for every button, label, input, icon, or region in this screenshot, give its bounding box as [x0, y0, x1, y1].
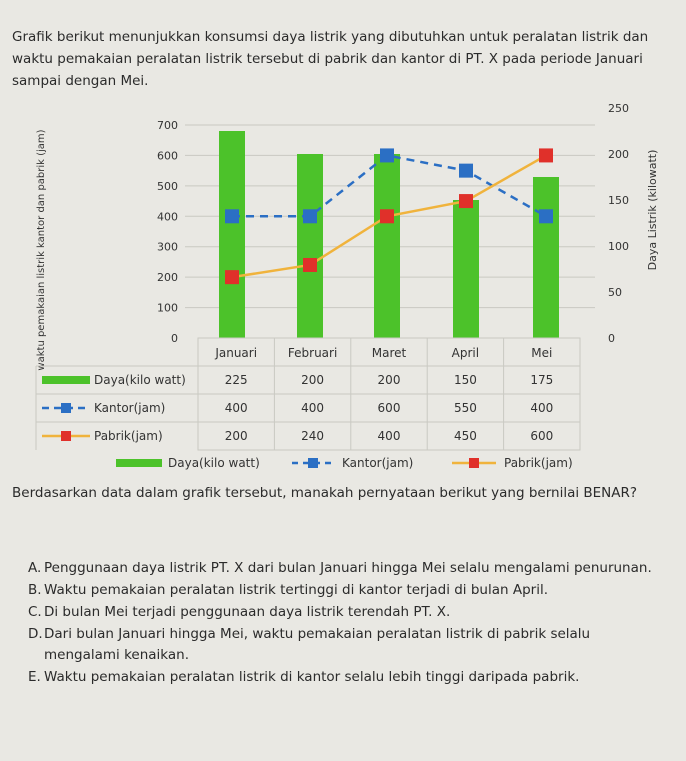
- table-series-label: Daya(kilo watt): [94, 373, 186, 387]
- option-text: Dari bulan Januari hingga Mei, waktu pemakaian peralatan listrik di pabrik selalu mengalami kenaikan.: [44, 626, 591, 663]
- legend-swatch-daya: [116, 459, 162, 467]
- left-tick-label: 300: [157, 240, 178, 254]
- option-letter: D.: [28, 626, 43, 642]
- right-tick-label: 100: [608, 240, 629, 253]
- point-pabrik: [380, 209, 394, 223]
- legend-marker-pabrik: [61, 431, 71, 441]
- legend-marker-kantor: [308, 458, 318, 468]
- point-pabrik: [225, 270, 239, 284]
- option-text: Penggunaan daya listrik PT. X dari bulan Januari hingga Mei selalu mengalami penurunan.: [44, 560, 652, 576]
- question-text: Berdasarkan data dalam grafik tersebut, manakah pernyataan berikut yang bernilai BENAR?: [12, 485, 638, 501]
- point-kantor: [539, 209, 553, 223]
- left-tick-label: 500: [157, 179, 178, 193]
- option-a[interactable]: [28, 558, 668, 579]
- table-series-label: Pabrik(jam): [94, 429, 163, 443]
- left-tick-label: 200: [157, 271, 178, 285]
- right-axis-title: Daya Listrik (kilowatt): [646, 149, 659, 271]
- table-value: 400: [301, 401, 325, 415]
- option-letter: C.: [28, 604, 42, 620]
- legend-marker-pabrik: [469, 458, 479, 468]
- left-tick-label: 700: [157, 119, 178, 132]
- left-tick-label: 400: [157, 210, 178, 224]
- table-value: 200: [301, 373, 325, 387]
- category-label: Januari: [215, 346, 258, 360]
- option-letter: E.: [28, 669, 41, 685]
- point-kantor: [303, 209, 317, 223]
- point-pabrik: [303, 258, 317, 272]
- table-value: 550: [453, 401, 477, 415]
- table-value: 200: [224, 429, 248, 443]
- option-c[interactable]: [28, 602, 668, 623]
- point-kantor: [459, 164, 473, 178]
- table-value: 225: [224, 373, 248, 387]
- option-d[interactable]: [28, 624, 668, 666]
- answer-options: [28, 558, 668, 689]
- legend-label-daya: Daya(kilo watt): [168, 456, 260, 470]
- legend-label-pabrik: Pabrik(jam): [504, 456, 573, 470]
- category-label: Februari: [287, 346, 338, 360]
- left-tick-label: 0: [171, 332, 178, 345]
- right-tick-label: 150: [608, 194, 629, 207]
- category-label: Mei: [531, 346, 553, 360]
- left-tick-label: 100: [157, 301, 178, 315]
- legend-label-kantor: Kantor(jam): [342, 456, 414, 470]
- option-letter: A.: [28, 560, 42, 576]
- table-series-label: Kantor(jam): [94, 401, 166, 415]
- point-kantor: [380, 148, 394, 162]
- point-kantor: [225, 209, 239, 223]
- option-e[interactable]: [28, 667, 668, 688]
- option-text: Di bulan Mei terjadi penggunaan daya listrik terendah PT. X.: [44, 604, 451, 620]
- table-value: 200: [377, 373, 401, 387]
- bar-daya: [219, 131, 245, 338]
- bar-daya: [297, 154, 323, 338]
- category-label: April: [451, 346, 480, 360]
- table-value: 175: [530, 373, 554, 387]
- table-value: 400: [377, 429, 401, 443]
- table-value: 150: [453, 373, 477, 387]
- table-value: 600: [377, 401, 401, 415]
- table-value: 600: [530, 429, 554, 443]
- point-pabrik: [459, 194, 473, 208]
- legend-swatch-daya: [42, 376, 90, 384]
- table-value: 450: [453, 429, 477, 443]
- bar-daya: [453, 200, 479, 338]
- table-value: 400: [530, 401, 554, 415]
- option-b[interactable]: [28, 580, 668, 601]
- right-tick-label: 0: [608, 332, 615, 345]
- category-label: Maret: [371, 346, 407, 360]
- right-tick-label: 50: [608, 286, 622, 299]
- bar-daya: [533, 177, 559, 338]
- option-letter: B.: [28, 582, 42, 598]
- option-text: Waktu pemakaian peralatan listrik tertinggi di kantor terjadi di bulan April.: [44, 582, 548, 598]
- table-value: 400: [224, 401, 248, 415]
- intro-text: Grafik berikut menunjukkan konsumsi daya listrik yang dibutuhkan untuk peralatan listrik dan waktu pemakaian peralatan listrik tersebut di pabrik dan kantor di PT. X pada periode Januari sampai dengan Mei.: [12, 29, 649, 89]
- right-tick-label: 250: [608, 102, 629, 115]
- point-pabrik: [539, 148, 553, 162]
- bar-daya: [374, 154, 400, 338]
- legend-marker-kantor: [61, 403, 71, 413]
- right-tick-label: 200: [608, 148, 629, 161]
- left-tick-label: 600: [157, 149, 178, 163]
- table-value: 240: [301, 429, 325, 443]
- left-axis-title: waktu pemakaian listrik kantor dan pabrik (jam): [36, 129, 47, 371]
- option-text: Waktu pemakaian peralatan listrik di kantor selalu lebih tinggi daripada pabrik.: [44, 669, 580, 685]
